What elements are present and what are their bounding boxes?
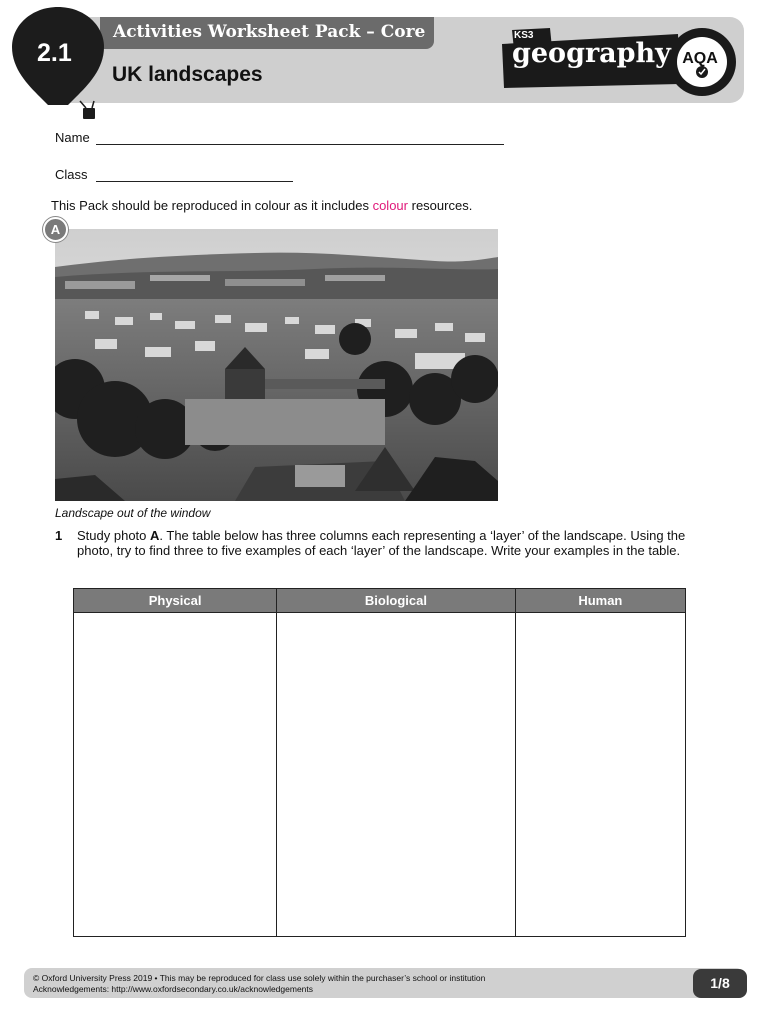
colour-notice — [51, 198, 472, 213]
table-answer-row — [74, 613, 686, 937]
class-write-line[interactable] — [96, 181, 293, 182]
notice-highlight: colour — [372, 198, 408, 213]
pack-title: Activities Worksheet Pack – Core — [113, 22, 426, 42]
table-header-row — [74, 589, 686, 613]
landscape-layers-table — [73, 588, 686, 937]
header-biological: Biological — [277, 589, 516, 613]
name-label: Name — [55, 130, 90, 145]
lesson-number: 2.1 — [37, 39, 72, 67]
notice-text-after: resources. — [408, 198, 473, 213]
logo-aqa-label: AQA — [682, 50, 718, 67]
page-number-badge: 1/8 — [693, 969, 747, 998]
human-answer-cell[interactable] — [515, 613, 685, 937]
name-write-line[interactable] — [96, 144, 504, 145]
header-human: Human — [515, 589, 685, 613]
footer-acknowledgements: Acknowledgements: http://www.oxfordsecondary.co.uk/acknowledgements — [33, 984, 314, 994]
class-label: Class — [55, 167, 88, 182]
page-title: UK landscapes — [112, 63, 263, 86]
question-number: 1 — [55, 528, 63, 543]
header-physical: Physical — [74, 589, 277, 613]
footer-copyright: © Oxford University Press 2019 • This may be reproduced for class use solely within the purchaser’s school or institution — [33, 973, 486, 983]
biological-answer-cell[interactable] — [277, 613, 516, 937]
physical-answer-cell[interactable] — [74, 613, 277, 937]
question-text-bold: A — [150, 528, 160, 543]
question-text — [77, 528, 717, 558]
landscape-photo — [55, 229, 498, 501]
notice-text-before: This Pack should be reproduced in colour as it includes — [51, 198, 373, 213]
question-text-before: Study photo — [77, 528, 150, 543]
photo-badge: A — [43, 217, 68, 242]
logo-ks3-label: KS3 — [514, 30, 534, 41]
question-text-after: . The table below has three columns each representing a ‘layer’ of the landscape. Using the photo, try to find three to five examples of each ‘layer’ of the landscape. Write your examples in the table. — [77, 528, 686, 558]
logo-wordmark: geography — [512, 38, 671, 69]
photo-caption: Landscape out of the window — [55, 506, 211, 520]
